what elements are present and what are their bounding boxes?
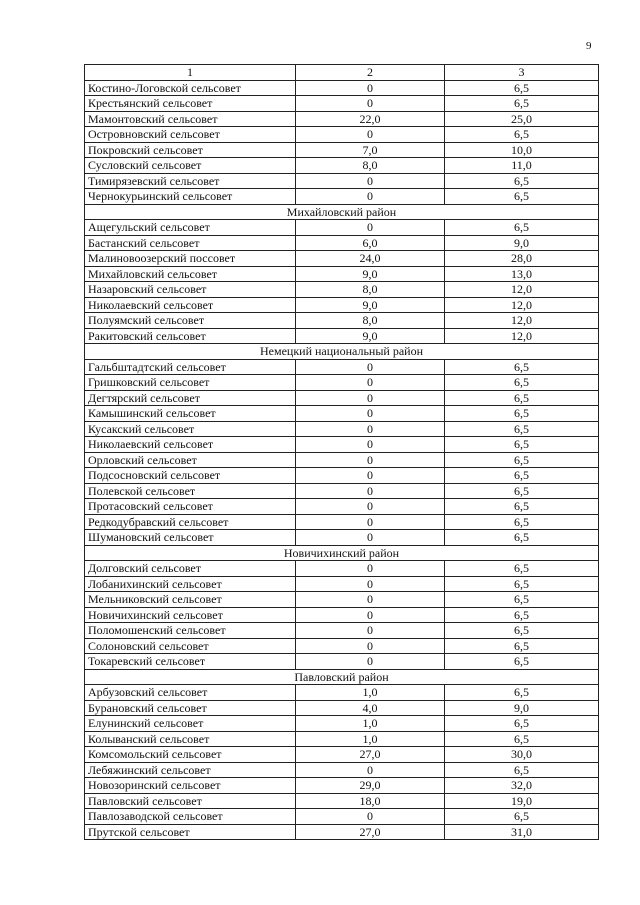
value-col-3: 12,0: [445, 297, 599, 313]
value-col-2: 0: [296, 483, 445, 499]
settlement-name: Крестьянский сельсовет: [85, 96, 296, 112]
district-name: Немецкий национальный район: [85, 344, 599, 360]
value-col-2: 6,0: [296, 235, 445, 251]
value-col-3: 6,5: [445, 96, 599, 112]
table-row: [85, 576, 599, 592]
value-col-2: 18,0: [296, 793, 445, 809]
value-col-2: 0: [296, 809, 445, 825]
value-col-2: 0: [296, 592, 445, 608]
value-col-3: 6,5: [445, 437, 599, 453]
settlement-name: Дегтярский сельсовет: [85, 390, 296, 406]
value-col-2: 0: [296, 390, 445, 406]
value-col-3: 6,5: [445, 576, 599, 592]
value-col-3: 10,0: [445, 142, 599, 158]
settlement-name: Колыванский сельсовет: [85, 731, 296, 747]
value-col-3: 6,5: [445, 421, 599, 437]
column-header-3: 3: [445, 65, 599, 81]
table-row: [85, 654, 599, 670]
value-col-2: 0: [296, 607, 445, 623]
value-col-2: 27,0: [296, 747, 445, 763]
settlement-name: Николаевский сельсовет: [85, 437, 296, 453]
value-col-3: 6,5: [445, 623, 599, 639]
value-col-2: 0: [296, 638, 445, 654]
value-col-3: 12,0: [445, 328, 599, 344]
table-row: [85, 762, 599, 778]
table-row: [85, 251, 599, 267]
table-row: [85, 483, 599, 499]
value-col-2: 0: [296, 375, 445, 391]
value-col-3: 6,5: [445, 375, 599, 391]
value-col-3: 11,0: [445, 158, 599, 174]
value-col-3: 13,0: [445, 266, 599, 282]
settlement-name: Прутской сельсовет: [85, 824, 296, 840]
value-col-2: 0: [296, 530, 445, 546]
value-col-3: 6,5: [445, 468, 599, 484]
settlement-name: Кусакский сельсовет: [85, 421, 296, 437]
table-row: [85, 142, 599, 158]
table-row: [85, 235, 599, 251]
settlement-name: Комсомольский сельсовет: [85, 747, 296, 763]
district-name: Павловский район: [85, 669, 599, 685]
value-col-2: 0: [296, 623, 445, 639]
value-col-2: 9,0: [296, 297, 445, 313]
district-header-row: [85, 669, 599, 685]
settlement-name: Павлозаводской сельсовет: [85, 809, 296, 825]
value-col-3: 6,5: [445, 452, 599, 468]
value-col-2: 0: [296, 96, 445, 112]
value-col-2: 7,0: [296, 142, 445, 158]
settlement-name: Павловский сельсовет: [85, 793, 296, 809]
settlement-name: Солоновский сельсовет: [85, 638, 296, 654]
value-col-3: 19,0: [445, 793, 599, 809]
settlement-name: Новозоринский сельсовет: [85, 778, 296, 794]
table-row: [85, 421, 599, 437]
value-col-2: 9,0: [296, 266, 445, 282]
table-row: [85, 499, 599, 515]
value-col-3: 6,5: [445, 173, 599, 189]
table-row: [85, 731, 599, 747]
table-row: [85, 266, 599, 282]
value-col-2: 0: [296, 173, 445, 189]
value-col-2: 0: [296, 452, 445, 468]
settlement-name: Протасовский сельсовет: [85, 499, 296, 515]
settlement-name: Островновский сельсовет: [85, 127, 296, 143]
district-header-row: [85, 545, 599, 561]
table-row: [85, 127, 599, 143]
value-col-3: 6,5: [445, 762, 599, 778]
settlement-name: Камышинский сельсовет: [85, 406, 296, 422]
table-row: [85, 607, 599, 623]
table-row: [85, 282, 599, 298]
settlement-name: Мельниковский сельсовет: [85, 592, 296, 608]
district-name: Михайловский район: [85, 204, 599, 220]
value-col-2: 0: [296, 576, 445, 592]
value-col-2: 0: [296, 561, 445, 577]
settlement-name: Чернокурьинский сельсовет: [85, 189, 296, 205]
table-row: [85, 623, 599, 639]
table-row: [85, 530, 599, 546]
value-col-3: 6,5: [445, 607, 599, 623]
table-row: [85, 468, 599, 484]
value-col-3: 6,5: [445, 406, 599, 422]
value-col-3: 6,5: [445, 499, 599, 515]
settlement-name: Орловский сельсовет: [85, 452, 296, 468]
settlement-name: Гришковский сельсовет: [85, 375, 296, 391]
settlement-name: Елунинский сельсовет: [85, 716, 296, 732]
table-row: [85, 375, 599, 391]
value-col-2: 1,0: [296, 716, 445, 732]
value-col-2: 27,0: [296, 824, 445, 840]
value-col-3: 28,0: [445, 251, 599, 267]
settlement-name: Покровский сельсовет: [85, 142, 296, 158]
table-row: [85, 359, 599, 375]
value-col-2: 22,0: [296, 111, 445, 127]
value-col-2: 0: [296, 654, 445, 670]
value-col-3: 12,0: [445, 282, 599, 298]
value-col-3: 6,5: [445, 638, 599, 654]
value-col-3: 6,5: [445, 592, 599, 608]
table-row: [85, 638, 599, 654]
settlement-name: Ракитовский сельсовет: [85, 328, 296, 344]
value-col-2: 29,0: [296, 778, 445, 794]
settlement-name: Токаревский сельсовет: [85, 654, 296, 670]
settlement-name: Долговский сельсовет: [85, 561, 296, 577]
table-header-row: [85, 65, 599, 81]
value-col-3: 6,5: [445, 220, 599, 236]
district-header-row: [85, 204, 599, 220]
table-row: [85, 111, 599, 127]
value-col-2: 8,0: [296, 313, 445, 329]
table-row: [85, 685, 599, 701]
value-col-2: 0: [296, 189, 445, 205]
value-col-2: 4,0: [296, 700, 445, 716]
value-col-3: 6,5: [445, 514, 599, 530]
table-row: [85, 592, 599, 608]
table-row: [85, 793, 599, 809]
table-row: [85, 80, 599, 96]
table-row: [85, 561, 599, 577]
table-row: [85, 514, 599, 530]
table-body: [85, 80, 599, 840]
value-col-3: 30,0: [445, 747, 599, 763]
value-col-3: 6,5: [445, 189, 599, 205]
settlement-name: Назаровский сельсовет: [85, 282, 296, 298]
settlement-name: Мамонтовский сельсовет: [85, 111, 296, 127]
settlement-name: Сусловский сельсовет: [85, 158, 296, 174]
table-row: [85, 747, 599, 763]
settlement-name: Николаевский сельсовет: [85, 297, 296, 313]
value-col-3: 9,0: [445, 235, 599, 251]
table-row: [85, 778, 599, 794]
value-col-2: 0: [296, 437, 445, 453]
value-col-3: 6,5: [445, 483, 599, 499]
settlement-name: Полевской сельсовет: [85, 483, 296, 499]
value-col-2: 1,0: [296, 685, 445, 701]
value-col-3: 6,5: [445, 359, 599, 375]
value-col-2: 0: [296, 127, 445, 143]
table-row: [85, 328, 599, 344]
value-col-3: 31,0: [445, 824, 599, 840]
value-col-3: 6,5: [445, 80, 599, 96]
column-header-1: 1: [85, 65, 296, 81]
value-col-3: 6,5: [445, 731, 599, 747]
column-header-2: 2: [296, 65, 445, 81]
value-col-2: 0: [296, 421, 445, 437]
value-col-3: 9,0: [445, 700, 599, 716]
value-col-2: 9,0: [296, 328, 445, 344]
table-row: [85, 297, 599, 313]
settlement-name: Гальбштадтский сельсовет: [85, 359, 296, 375]
data-table: [84, 64, 599, 840]
value-col-2: 0: [296, 220, 445, 236]
settlement-name: Тимирязевский сельсовет: [85, 173, 296, 189]
settlement-name: Костино-Логовской сельсовет: [85, 80, 296, 96]
table-row: [85, 390, 599, 406]
value-col-2: 0: [296, 762, 445, 778]
value-col-3: 6,5: [445, 809, 599, 825]
value-col-2: 8,0: [296, 158, 445, 174]
settlement-name: Лобанихинский сельсовет: [85, 576, 296, 592]
table-row: [85, 700, 599, 716]
table-row: [85, 96, 599, 112]
settlement-name: Редкодубравский сельсовет: [85, 514, 296, 530]
settlement-name: Подсосновский сельсовет: [85, 468, 296, 484]
value-col-2: 1,0: [296, 731, 445, 747]
value-col-2: 0: [296, 406, 445, 422]
settlement-name: Новичихинский сельсовет: [85, 607, 296, 623]
value-col-3: 6,5: [445, 530, 599, 546]
settlement-name: Поломошенский сельсовет: [85, 623, 296, 639]
value-col-2: 24,0: [296, 251, 445, 267]
value-col-3: 6,5: [445, 716, 599, 732]
settlement-name: Полуямский сельсовет: [85, 313, 296, 329]
table-row: [85, 406, 599, 422]
settlement-name: Бастанский сельсовет: [85, 235, 296, 251]
table-row: [85, 313, 599, 329]
table-row: [85, 173, 599, 189]
settlement-name: Лебяжинский сельсовет: [85, 762, 296, 778]
value-col-3: 6,5: [445, 654, 599, 670]
table-row: [85, 220, 599, 236]
settlement-name: Шумановский сельсовет: [85, 530, 296, 546]
value-col-3: 25,0: [445, 111, 599, 127]
settlement-name: Малиновоозерский поссовет: [85, 251, 296, 267]
value-col-2: 0: [296, 80, 445, 96]
value-col-3: 6,5: [445, 685, 599, 701]
value-col-2: 0: [296, 499, 445, 515]
value-col-2: 0: [296, 514, 445, 530]
value-col-3: 12,0: [445, 313, 599, 329]
value-col-2: 0: [296, 359, 445, 375]
settlement-name: Ащегульский сельсовет: [85, 220, 296, 236]
value-col-3: 6,5: [445, 390, 599, 406]
value-col-3: 6,5: [445, 127, 599, 143]
page-number: 9: [586, 40, 592, 52]
value-col-3: 6,5: [445, 561, 599, 577]
district-header-row: [85, 344, 599, 360]
table-row: [85, 189, 599, 205]
district-name: Новичихинский район: [85, 545, 599, 561]
table-row: [85, 716, 599, 732]
settlement-name: Бурановский сельсовет: [85, 700, 296, 716]
table-row: [85, 824, 599, 840]
value-col-3: 32,0: [445, 778, 599, 794]
table-row: [85, 437, 599, 453]
settlement-name: Михайловский сельсовет: [85, 266, 296, 282]
table-row: [85, 158, 599, 174]
value-col-2: 8,0: [296, 282, 445, 298]
table-row: [85, 809, 599, 825]
settlement-name: Арбузовский сельсовет: [85, 685, 296, 701]
value-col-2: 0: [296, 468, 445, 484]
table-row: [85, 452, 599, 468]
